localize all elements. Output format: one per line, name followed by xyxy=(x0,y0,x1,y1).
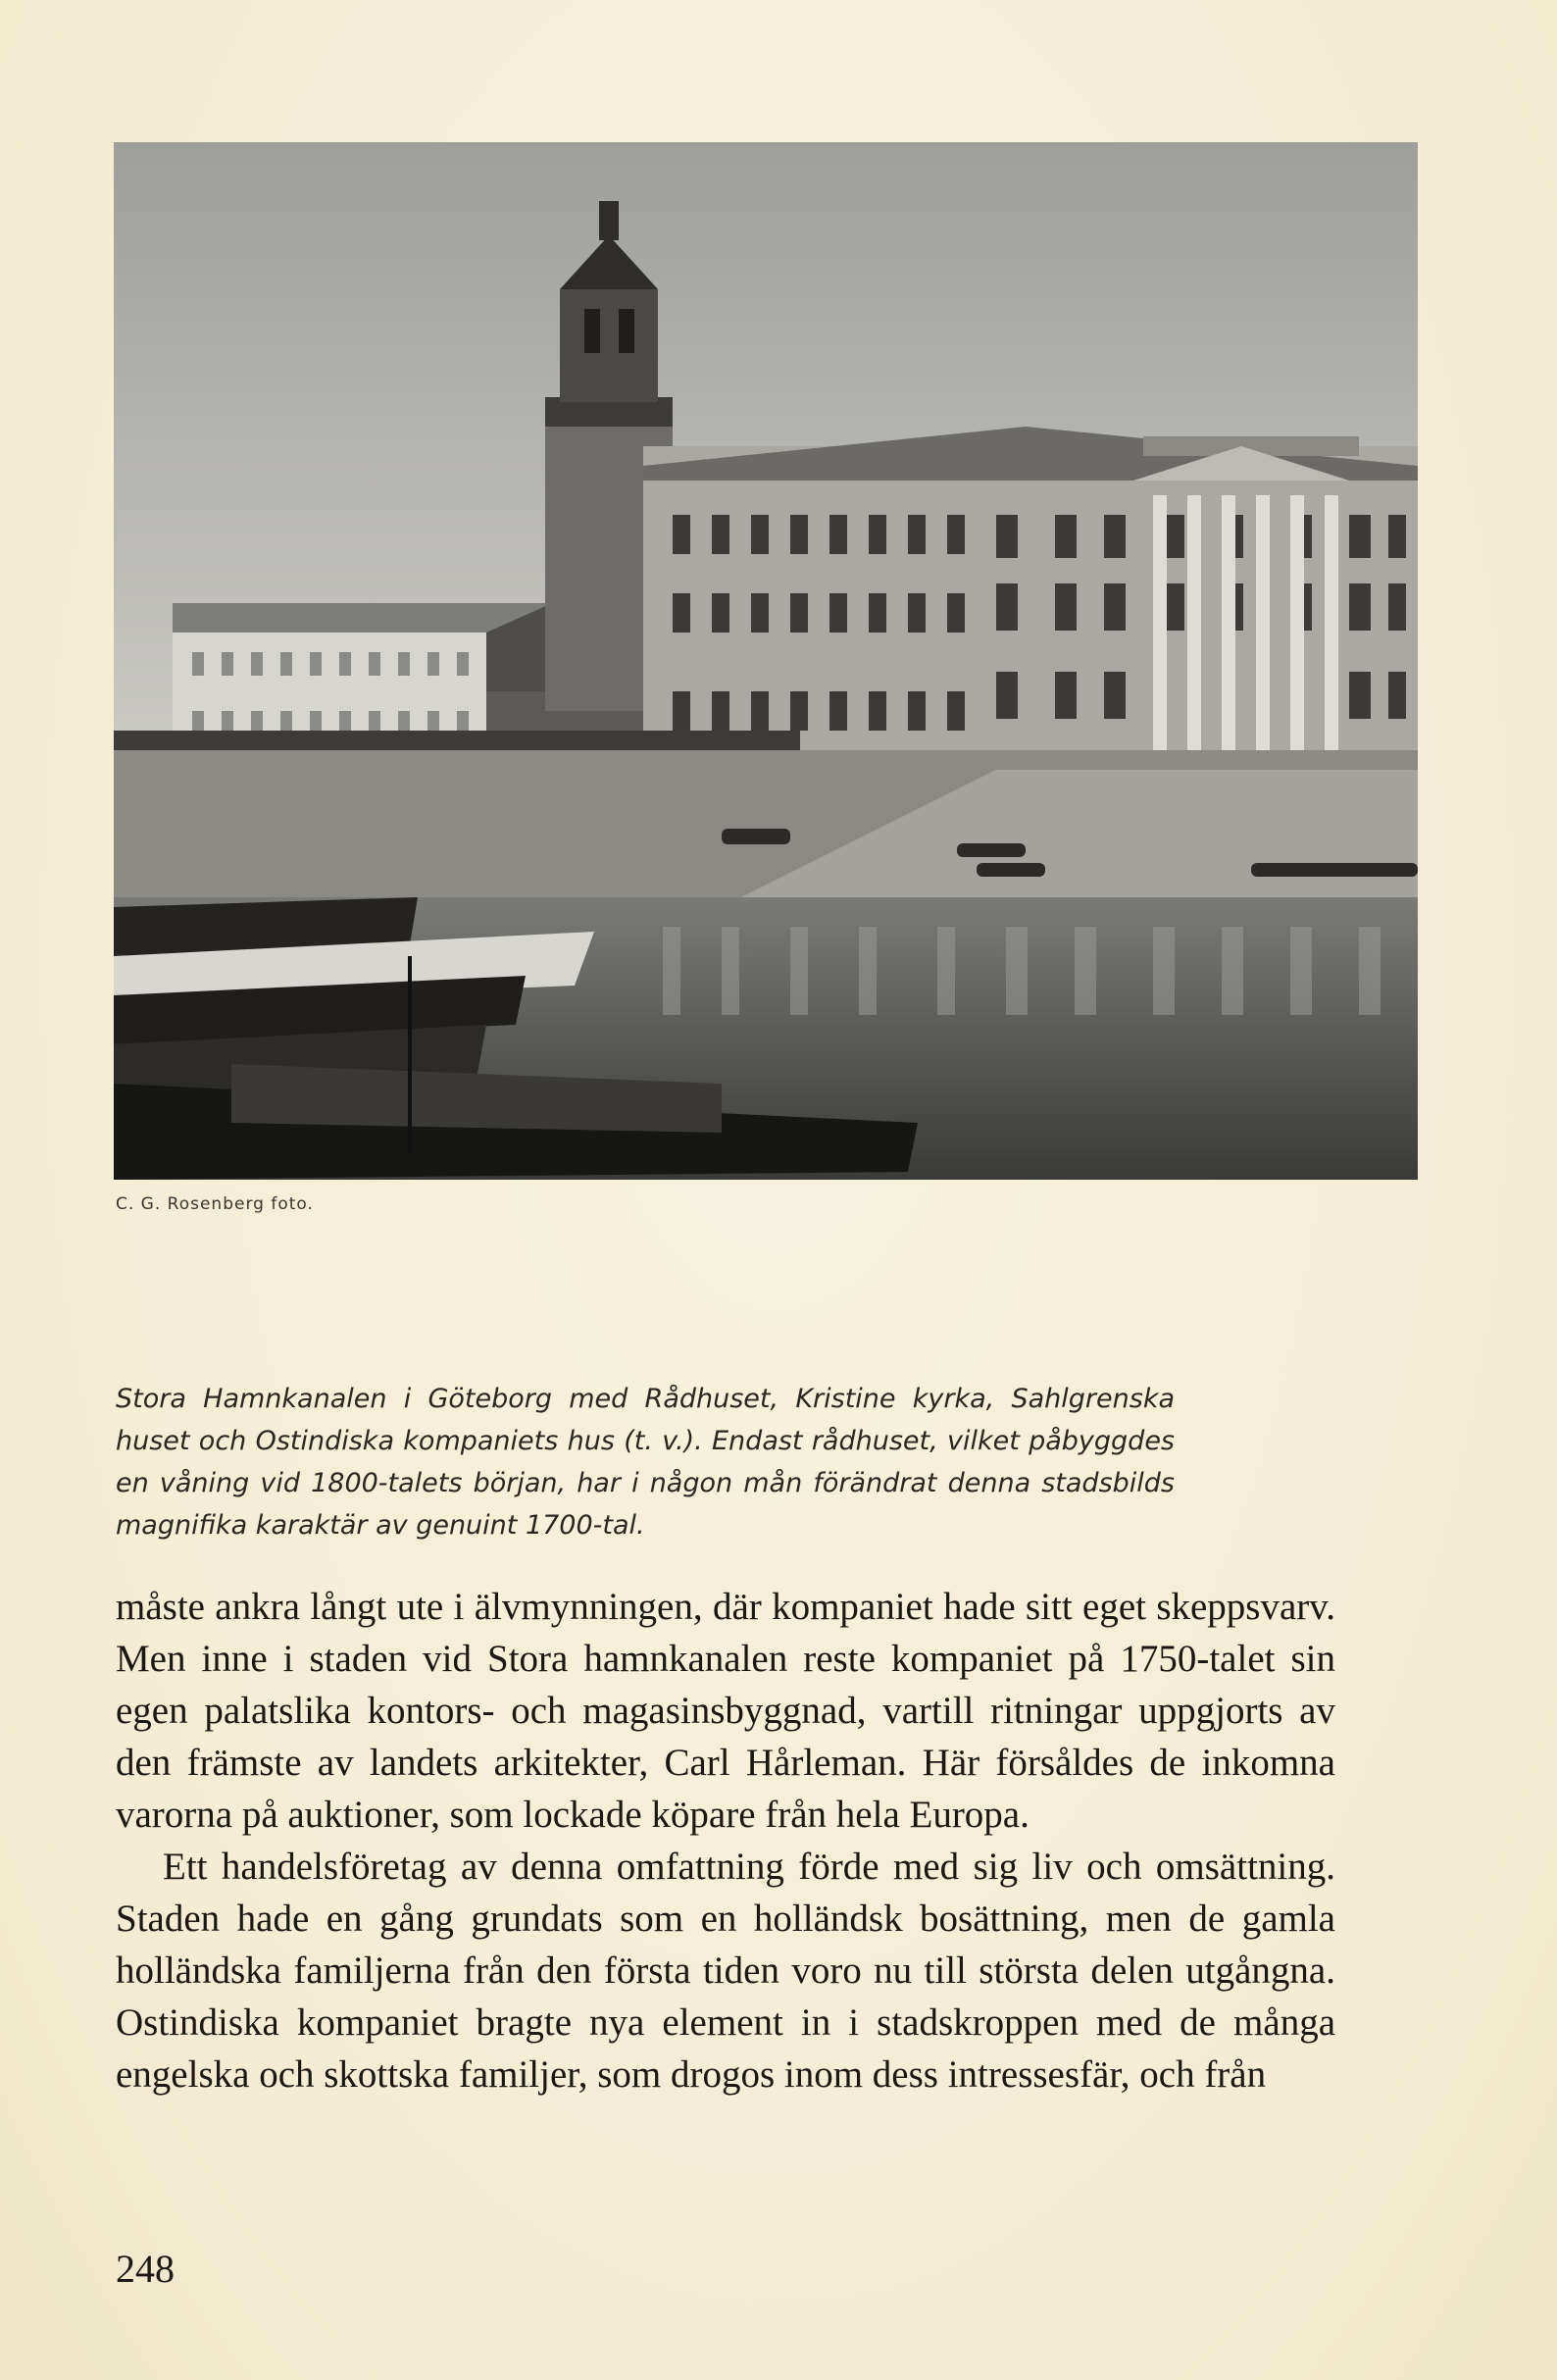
photo-credit: C. G. Rosenberg foto. xyxy=(116,1194,314,1214)
paragraph: Ett handelsföretag av denna omfattning förde med sig liv och omsättning. Staden hade en gång grundats som en holländsk bosättning, men de gamla holländska familjerna från den första tiden voro nu till största delen utgångna. Ostindiska kompaniet bragte nya element in i stadskroppen med de många engelska och skottska familjer, som drogos inom dess intressesfär, och från xyxy=(116,1846,1335,2096)
body-text xyxy=(116,1581,1335,2101)
harbor-canal-photograph xyxy=(114,142,1418,1180)
paragraph: måste ankra långt ute i älvmynningen, där kompaniet hade sitt eget skeppsvarv. Men inne i staden vid Stora hamnkanalen reste kompaniet på 1750-talet sin egen palatslika kontors- och magasinsbyggnad, vartill ritningar uppgjorts av den främste av landets arkitekter, Carl Hårleman. Här försåldes de inkomna varorna på auktioner, som lockade köpare från hela Europa. xyxy=(116,1586,1335,1836)
photo-caption: Stora Hamnkanalen i Göteborg med Rådhuset, Kristine kyrka, Sahlgrenska huset och Ostindiska kompaniets hus (t. v.). Endast rådhuset, vilket påbyggdes en våning vid 1800-talets början, har i någon mån förändrat denna stadsbilds magnifika karaktär av genuint 1700-tal. xyxy=(116,1384,1175,1541)
page-number: 248 xyxy=(116,2247,175,2291)
